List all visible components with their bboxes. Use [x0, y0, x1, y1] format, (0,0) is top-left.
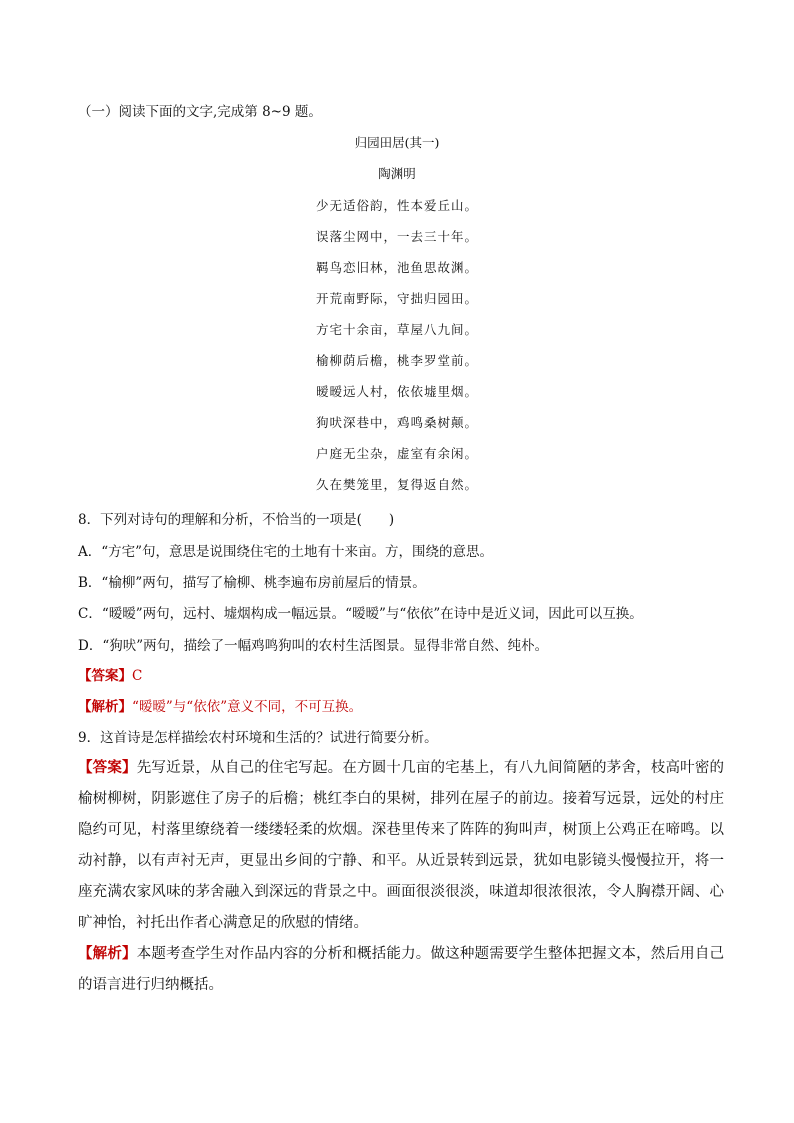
question-8-option-c: C．“暧暧”两句，远村、墟烟构成一幅远景。“暧暧”与“依依”在诗中是近义词，因此可以互换。 — [78, 606, 643, 622]
poem-line: 榆柳荫后檐，桃李罗堂前。 — [315, 353, 478, 368]
poem-line: 暧暧远人村，依依墟里烟。 — [315, 384, 478, 399]
answer-value: C — [132, 668, 143, 684]
question-9-stem: 9．这首诗是怎样描绘农村环境和生活的？试进行简要分析。 — [78, 730, 438, 746]
section-intro: （一）阅读下面的文字,完成第 8~9 题。 — [78, 104, 322, 120]
answer-label: 【答案】 — [78, 668, 132, 684]
question-8-option-a: A．“方宅”句，意思是说围绕住宅的土地有十来亩。方，围绕的意思。 — [78, 544, 494, 560]
question-8-stem: 8．下列对诗句的理解和分析，不恰当的一项是( ) — [78, 512, 395, 528]
poem-line: 久在樊笼里，复得返自然。 — [315, 477, 478, 492]
poem-line: 开荒南野际，守拙归园田。 — [315, 291, 478, 306]
question-9-analysis — [78, 938, 724, 1001]
analysis-text: 本题考查学生对作品内容的分析和概括能力。做这种题需要学生整体把握文本，然后用自己的语言进行归纳概括。 — [78, 946, 725, 993]
answer-label: 【答案】 — [78, 759, 137, 776]
question-8-option-d: D．“狗吠”两句，描绘了一幅鸡鸣狗叫的农村生活图景。显得非常自然、纯朴。 — [78, 638, 549, 654]
question-8-answer — [78, 664, 142, 684]
answer-text: 先写近景，从自己的住宅写起。在方圆十几亩的宅基上，有八九间简陋的茅舍，枝高叶密的榆树柳树，阴影遮住了房子的后檐；桃红李白的果树，排列在屋子的前边。接着写远景，远处的村庄隐约可见，村落里缭绕着一缕缕轻柔的炊烟。深巷里传来了阵阵的狗叫声，树顶上公鸡正在啼鸣。以动衬静，以有声衬无声，更显出乡间的宁静、和平。从近景转到远景，犹如电影镜头慢慢拉开，将一座充满农家风味的茅舍融入到深远的背景之中。画面很淡很淡，味道却很浓很浓，令人胸襟开阔、心旷神怡，衬托出作者心满意足的欣慰的情绪。 — [78, 760, 725, 931]
analysis-label: 【解析】 — [78, 699, 132, 715]
poem-line: 羁鸟恋旧林，池鱼思故渊。 — [315, 260, 478, 275]
question-9-answer — [78, 752, 724, 939]
poem-line: 户庭无尘杂，虚室有余闲。 — [315, 446, 478, 461]
analysis-text: “暧暧”与“依依”意义不同，不可互换。 — [132, 699, 363, 715]
poem-line: 狗吠深巷中，鸡鸣桑树颠。 — [315, 415, 478, 430]
poem-line: 少无适俗韵，性本爱丘山。 — [315, 198, 478, 213]
poem-author: 陶渊明 — [378, 166, 416, 181]
question-8-analysis — [78, 695, 362, 715]
question-8-option-b: B．“榆柳”两句，描写了榆柳、桃李遍布房前屋后的情景。 — [78, 575, 426, 591]
poem-title: 归园田居(其一) — [354, 135, 440, 150]
analysis-label: 【解析】 — [78, 945, 137, 962]
poem-line: 误落尘网中，一去三十年。 — [315, 229, 478, 244]
poem-line: 方宅十余亩，草屋八九间。 — [315, 322, 478, 337]
